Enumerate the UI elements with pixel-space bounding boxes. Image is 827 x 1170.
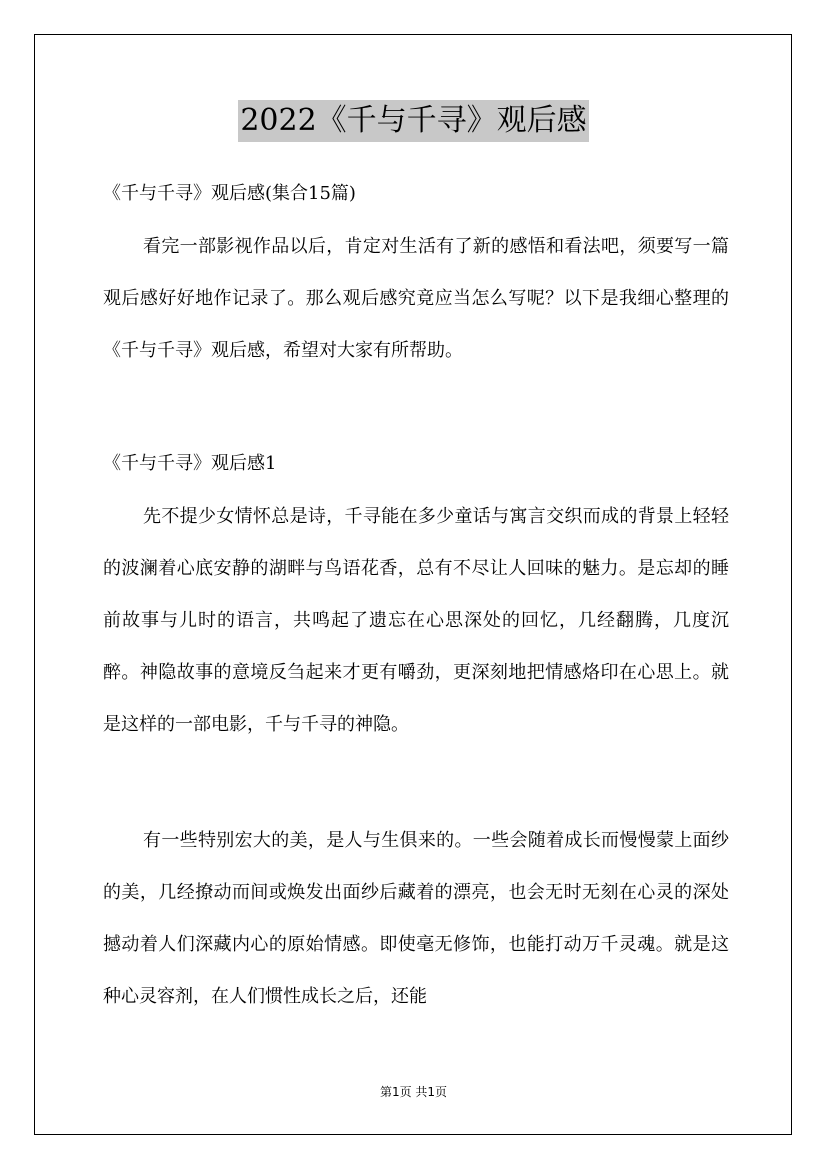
body-paragraph-1: 先不提少女情怀总是诗，千寻能在多少童话与寓言交织而成的背景上轻轻的波澜着心底安静的湖畔与鸟语花香，总有不尽让人回味的魅力。是忘却的睡前故事与儿时的语言，共鸣起了遗忘在心思深处的回忆，几经翻腾，几度沉醉。神隐故事的意境反刍起来才更有嚼劲，更深刻地把情感烙印在心思上。就是这样的一部电影，千与千寻的神隐。	[103, 506, 729, 735]
document-title: 2022《千与千寻》观后感	[238, 100, 588, 142]
section-heading: 《千与千寻》观后感1	[103, 453, 277, 474]
body-paragraph-2: 有一些特别宏大的美，是人与生俱来的。一些会随着成长而慢慢蒙上面纱的美，几经撩动而间或焕发出面纱后藏着的漂亮，也会无时无刻在心灵的深处撼动着人们深藏内心的原始情感。即使毫无修饰，也能打动万千灵魂。就是这种心灵容剂，在人们惯性成长之后，还能	[103, 830, 729, 1007]
intro-paragraph: 看完一部影视作品以后，肯定对生活有了新的感悟和看法吧，须要写一篇观后感好好地作记录了。那么观后感究竟应当怎么写呢？以下是我细心整理的《千与千寻》观后感，希望对大家有所帮助。	[103, 236, 729, 361]
page-footer: 第1页 共1页	[379, 1085, 448, 1099]
document-subtitle: 《千与千寻》观后感(集合15篇)	[103, 183, 356, 204]
document-title-container	[0, 100, 827, 142]
